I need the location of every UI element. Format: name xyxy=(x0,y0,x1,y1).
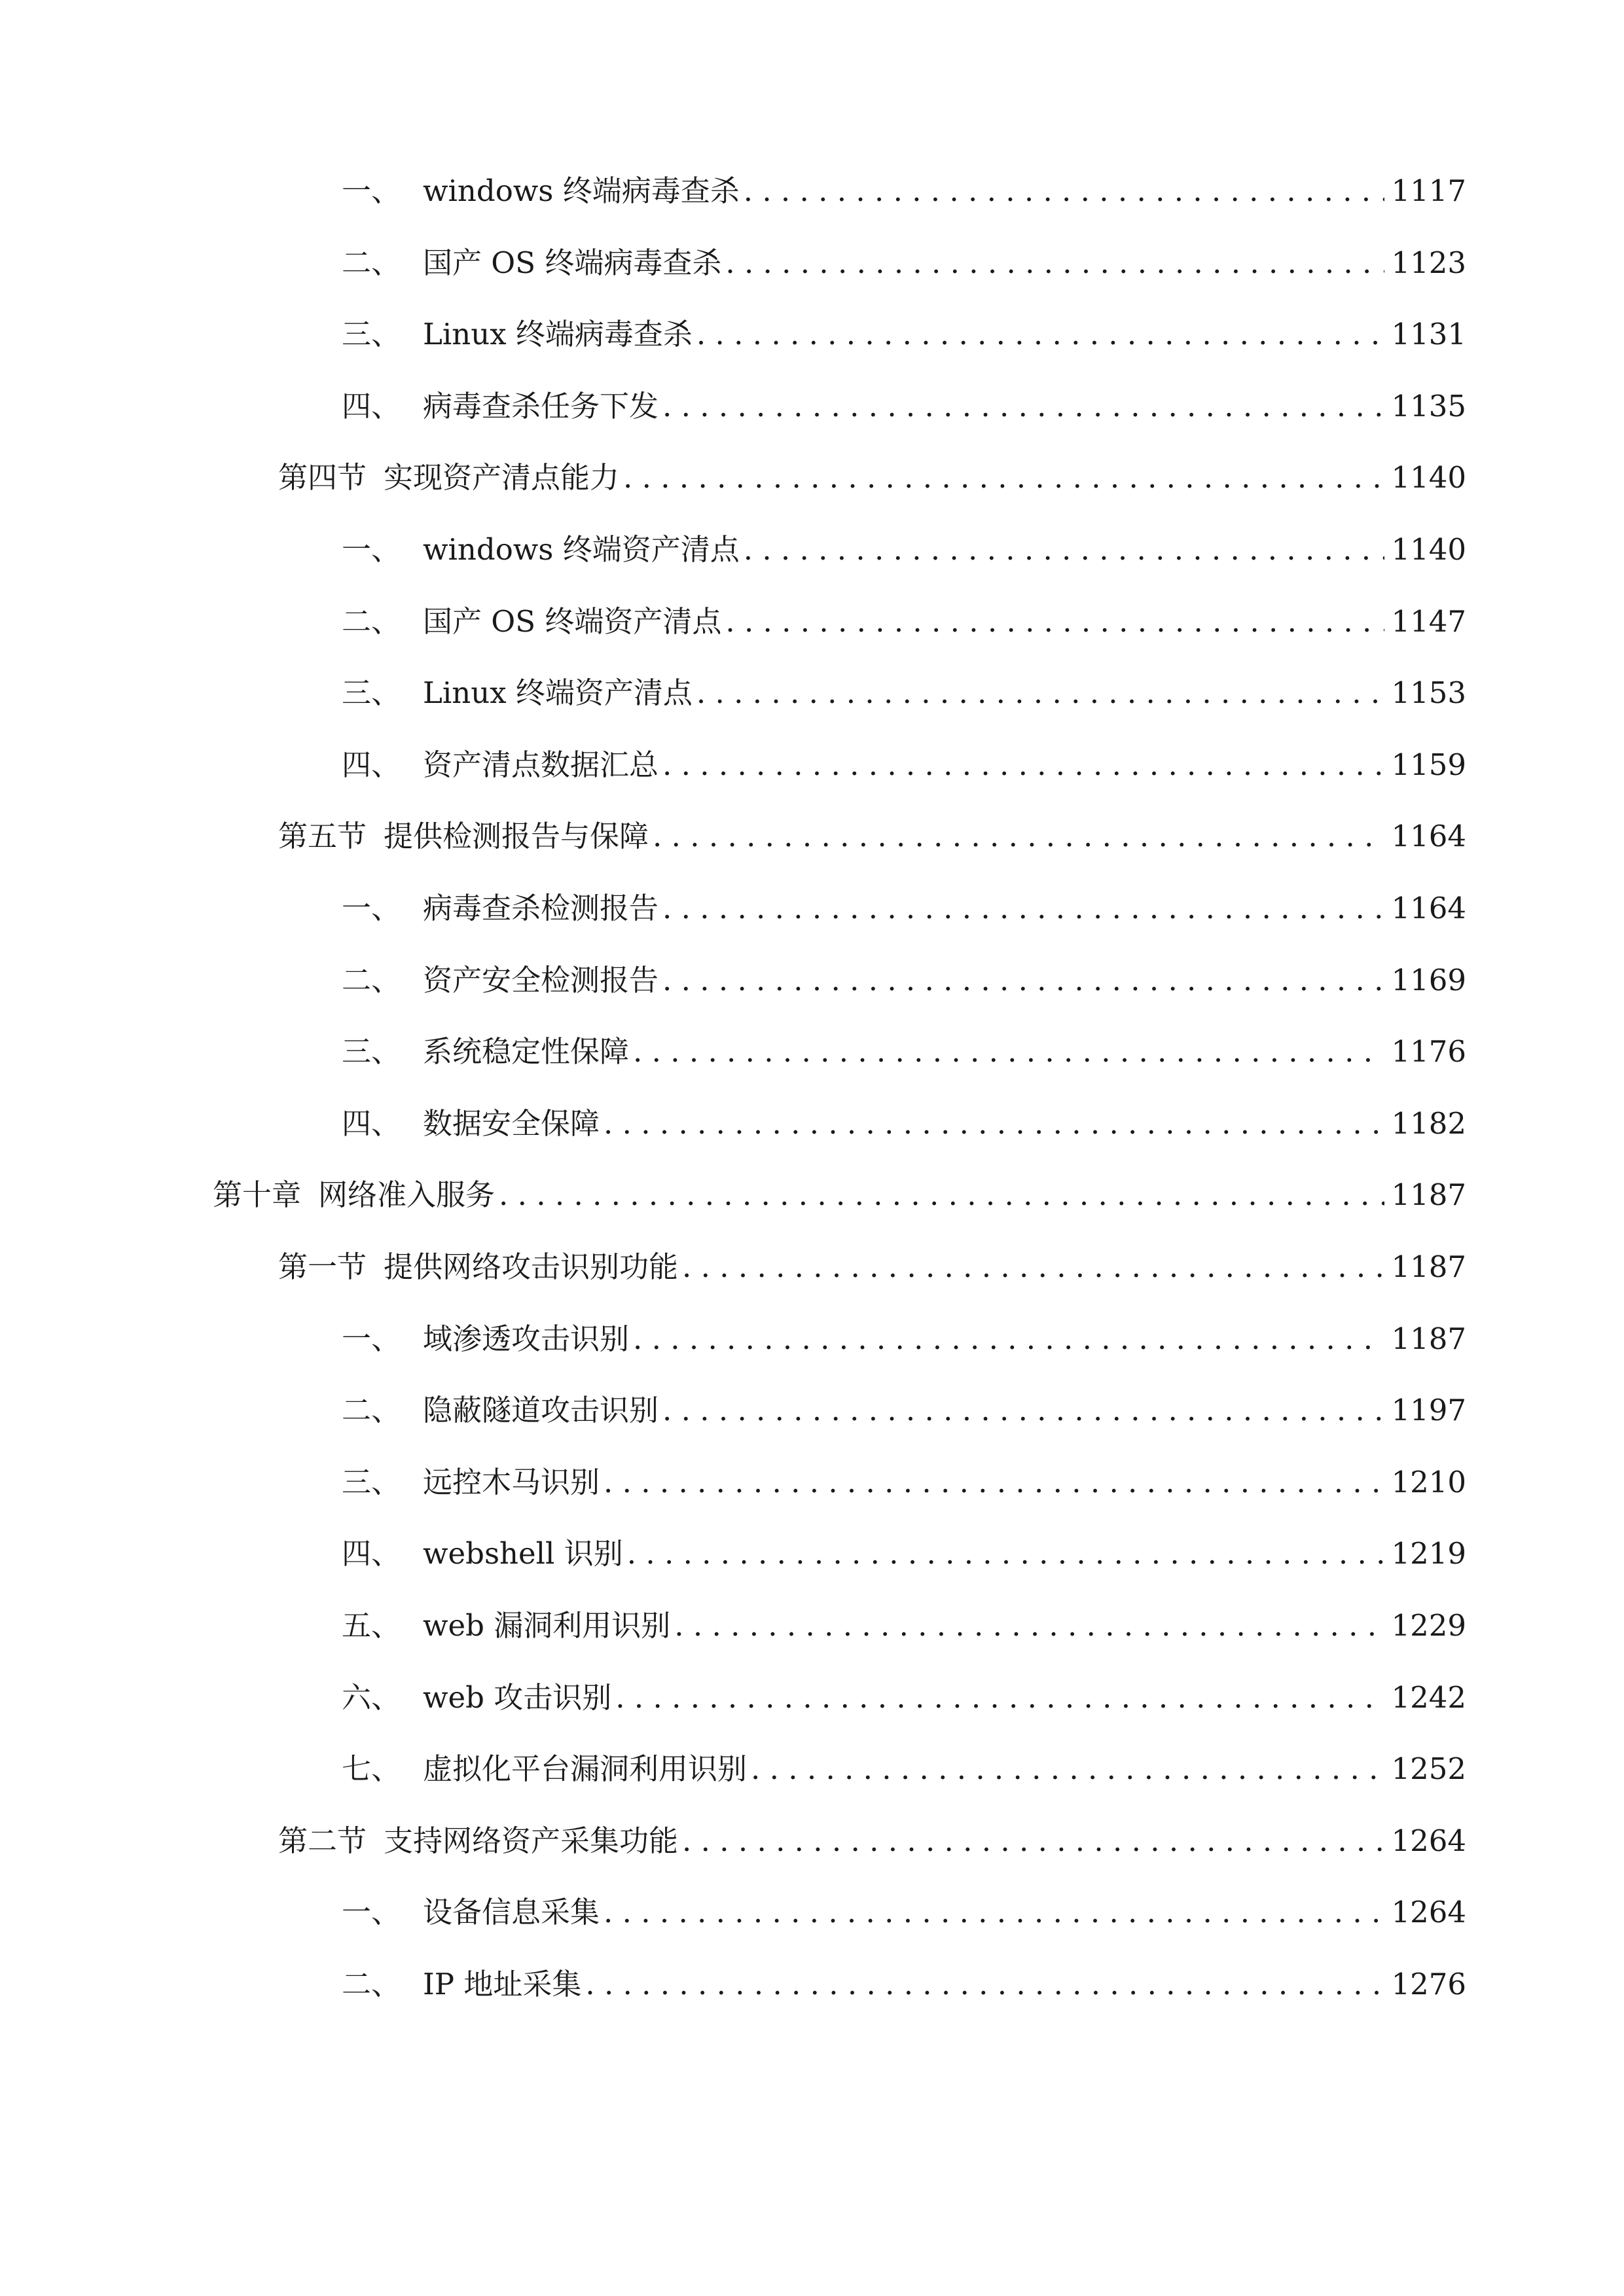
toc-dot-leader xyxy=(751,1743,1384,1795)
toc-entry-title: 实现资产清点能力 xyxy=(384,460,620,495)
toc-page-number: 1187 xyxy=(1391,1321,1466,1356)
toc-entry-item[interactable] xyxy=(342,1528,1466,1580)
toc-entry-number: 四、 xyxy=(342,1536,401,1571)
toc-dot-leader xyxy=(633,1026,1384,1078)
toc-entry-section[interactable] xyxy=(278,1815,1466,1867)
toc-page-number: 1135 xyxy=(1391,389,1466,423)
toc-entry-title: 国产 OS 终端病毒查杀 xyxy=(423,245,722,280)
toc-page-number: 1140 xyxy=(1391,532,1466,567)
toc-dot-leader xyxy=(662,380,1384,433)
toc-entry-title: 虚拟化平台漏洞利用识别 xyxy=(423,1751,748,1786)
toc-entry-title: 国产 OS 终端资产清点 xyxy=(423,604,722,639)
toc-page-number: 1117 xyxy=(1391,173,1466,208)
toc-entry-item[interactable] xyxy=(342,1384,1466,1437)
toc-entry-title: 病毒查杀任务下发 xyxy=(423,389,659,423)
toc-dot-leader xyxy=(633,1313,1384,1365)
toc-entry-number: 一、 xyxy=(342,891,401,925)
toc-dot-leader xyxy=(499,1169,1384,1221)
toc-dot-leader xyxy=(585,1958,1384,2011)
toc-entry-number: 三、 xyxy=(342,675,401,710)
toc-entry-item[interactable] xyxy=(342,524,1466,576)
toc-entry-item[interactable] xyxy=(342,1743,1466,1795)
toc-entry-title: Linux 终端病毒查杀 xyxy=(423,317,693,351)
toc-entry-item[interactable] xyxy=(342,1886,1466,1939)
toc-entry-number: 二、 xyxy=(342,245,401,280)
toc-entry-number: 二、 xyxy=(342,963,401,997)
toc-page-number: 1264 xyxy=(1391,1895,1466,1929)
toc-entry-number: 三、 xyxy=(342,1034,401,1069)
toc-entry-title: web 攻击识别 xyxy=(423,1680,612,1715)
toc-page-number: 1197 xyxy=(1391,1393,1466,1427)
toc-dot-leader xyxy=(744,165,1385,217)
toc-entry-title: webshell 识别 xyxy=(423,1536,623,1571)
toc-dot-leader xyxy=(744,524,1385,576)
toc-dot-leader xyxy=(682,1815,1384,1867)
toc-entry-section[interactable] xyxy=(278,1241,1466,1293)
toc-entry-title: 设备信息采集 xyxy=(423,1895,600,1929)
toc-entry-section[interactable] xyxy=(278,810,1466,863)
toc-entry-number: 三、 xyxy=(342,317,401,351)
toc-entry-item[interactable] xyxy=(342,237,1466,289)
toc-page-number: 1210 xyxy=(1391,1465,1466,1499)
toc-page-number: 1252 xyxy=(1391,1751,1466,1786)
toc-entry-title: 支持网络资产采集功能 xyxy=(384,1823,679,1858)
toc-page-number: 1229 xyxy=(1391,1608,1466,1643)
toc-entry-item[interactable] xyxy=(342,1672,1466,1724)
toc-entry-number: 四、 xyxy=(342,747,401,782)
toc-page-number: 1187 xyxy=(1391,1249,1466,1284)
toc-page-number: 1264 xyxy=(1391,1823,1466,1858)
toc-page-number: 1176 xyxy=(1391,1034,1466,1069)
toc-dot-leader xyxy=(662,954,1384,1007)
toc-entry-section[interactable] xyxy=(278,452,1466,504)
toc-dot-leader xyxy=(674,1600,1384,1652)
toc-entry-item[interactable] xyxy=(342,308,1466,361)
toc-entry-item[interactable] xyxy=(342,667,1466,719)
toc-page-number: 1147 xyxy=(1391,604,1466,639)
toc-entry-title: Linux 终端资产清点 xyxy=(423,675,693,710)
toc-entry-number: 二、 xyxy=(342,604,401,639)
toc-page-number: 1159 xyxy=(1391,747,1466,782)
toc-entry-number: 第四节 xyxy=(278,460,367,495)
toc-entry-number: 第二节 xyxy=(278,1823,367,1858)
toc-dot-leader xyxy=(696,308,1385,361)
toc-page-number: 1182 xyxy=(1391,1106,1466,1141)
toc-entry-number: 一、 xyxy=(342,173,401,208)
toc-entry-title: 远控木马识别 xyxy=(423,1465,600,1499)
toc-dot-leader xyxy=(623,452,1384,504)
toc-dot-leader xyxy=(604,1456,1384,1509)
toc-page-number: 1123 xyxy=(1391,245,1466,280)
toc-entry-title: 资产清点数据汇总 xyxy=(423,747,659,782)
toc-dot-leader xyxy=(604,1886,1384,1939)
toc-entry-title: 域渗透攻击识别 xyxy=(423,1321,630,1356)
toc-page-number: 1164 xyxy=(1391,819,1466,853)
toc-entry-title: windows 终端资产清点 xyxy=(423,532,740,567)
toc-entry-item[interactable] xyxy=(342,954,1466,1007)
toc-entry-chapter[interactable] xyxy=(213,1169,1466,1221)
toc-page-number: 1219 xyxy=(1391,1536,1466,1571)
toc-dot-leader xyxy=(604,1098,1384,1150)
toc-entry-number: 第十章 xyxy=(213,1177,302,1212)
toc-entry-item[interactable] xyxy=(342,596,1466,648)
toc-dot-leader xyxy=(696,667,1385,719)
toc-dot-leader xyxy=(653,810,1384,863)
toc-entry-title: 系统稳定性保障 xyxy=(423,1034,630,1069)
toc-dot-leader xyxy=(662,1384,1384,1437)
toc-entry-number: 第五节 xyxy=(278,819,367,853)
toc-dot-leader xyxy=(725,237,1384,289)
toc-page-number: 1164 xyxy=(1391,891,1466,925)
toc-entry-title: 数据安全保障 xyxy=(423,1106,600,1141)
toc-entry-number: 七、 xyxy=(342,1751,401,1786)
toc-entry-item[interactable] xyxy=(342,1098,1466,1150)
toc-page-number: 1187 xyxy=(1391,1177,1466,1212)
toc-entry-title: 提供检测报告与保障 xyxy=(384,819,649,853)
toc-entry-item[interactable] xyxy=(342,380,1466,433)
toc-dot-leader xyxy=(662,739,1384,791)
toc-entry-number: 四、 xyxy=(342,389,401,423)
toc-dot-leader xyxy=(725,596,1384,648)
toc-entry-title: 资产安全检测报告 xyxy=(423,963,659,997)
toc-entry-title: 隐蔽隧道攻击识别 xyxy=(423,1393,659,1427)
toc-dot-leader xyxy=(662,882,1384,935)
toc-page-number: 1153 xyxy=(1391,675,1466,710)
toc-entry-title: 网络准入服务 xyxy=(318,1177,496,1212)
toc-entry-item[interactable] xyxy=(342,739,1466,791)
toc-page-number: 1276 xyxy=(1391,1967,1466,2001)
toc-entry-item[interactable] xyxy=(342,882,1466,935)
toc-entry-title: 提供网络攻击识别功能 xyxy=(384,1249,679,1284)
toc-entry-number: 三、 xyxy=(342,1465,401,1499)
toc-entry-item[interactable] xyxy=(342,1600,1466,1652)
toc-entry-number: 一、 xyxy=(342,1895,401,1929)
toc-dot-leader xyxy=(627,1528,1385,1580)
toc-entry-item[interactable] xyxy=(342,165,1466,217)
toc-entry-title: web 漏洞利用识别 xyxy=(423,1608,671,1643)
toc-entry-number: 一、 xyxy=(342,532,401,567)
toc-page-number: 1140 xyxy=(1391,460,1466,495)
toc-page-number: 1169 xyxy=(1391,963,1466,997)
toc-entry-item[interactable] xyxy=(342,1313,1466,1365)
toc-dot-leader xyxy=(615,1672,1384,1724)
toc-entry-number: 一、 xyxy=(342,1321,401,1356)
toc-entry-number: 第一节 xyxy=(278,1249,367,1284)
toc-page-number: 1242 xyxy=(1391,1680,1466,1715)
toc-entry-number: 二、 xyxy=(342,1393,401,1427)
toc-entry-number: 六、 xyxy=(342,1680,401,1715)
toc-entry-number: 四、 xyxy=(342,1106,401,1141)
toc-entry-title: IP 地址采集 xyxy=(423,1967,582,2001)
toc-entry-number: 二、 xyxy=(342,1967,401,2001)
toc-entry-title: windows 终端病毒查杀 xyxy=(423,173,740,208)
toc-entry-item[interactable] xyxy=(342,1958,1466,2011)
toc-dot-leader xyxy=(682,1241,1384,1293)
toc-entry-item[interactable] xyxy=(342,1026,1466,1078)
toc-entry-number: 五、 xyxy=(342,1608,401,1643)
toc-entry-title: 病毒查杀检测报告 xyxy=(423,891,659,925)
toc-entry-item[interactable] xyxy=(342,1456,1466,1509)
toc-page-number: 1131 xyxy=(1391,317,1466,351)
